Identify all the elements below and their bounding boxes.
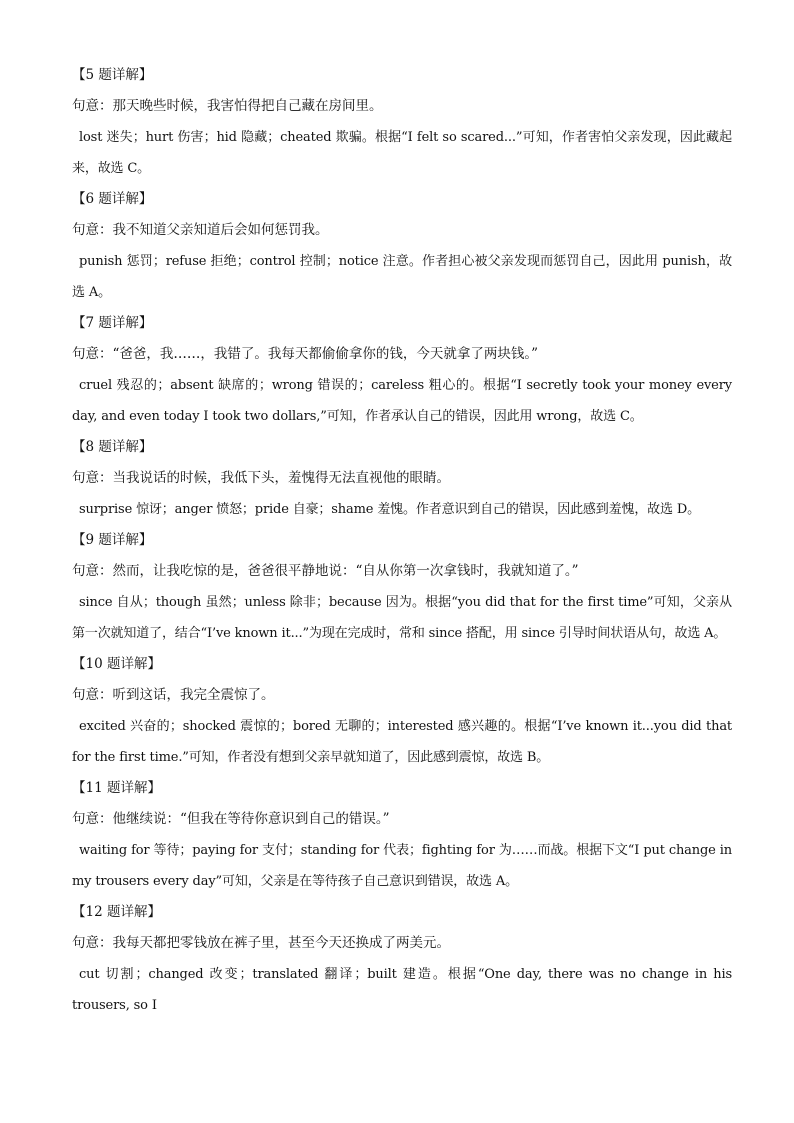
answer-explanation: cruel 残忍的；absent 缺席的；wrong 错误的；careless 粗心的。根据“I secretly took your money every day, and even today I took two dollars,”可知，作者承认自己的错误，因此用 wrong，故选 C。 [72, 378, 732, 424]
answer-explanation: waiting for 等待；paying for 支付；standing for 代表；fighting for 为……而战。根据下文“I put change in my trousers every day”可知，父亲是在等待孩子自己意识到错误，故选 A。 [72, 843, 732, 889]
sentence-translation: 句意：我每天都把零钱放在裤子里，甚至今天还换成了两美元。 [72, 935, 450, 951]
answer-section-9 [72, 525, 732, 649]
sentence-translation: 句意：我不知道父亲知道后会如何惩罚我。 [72, 222, 329, 238]
sentence-translation: 句意：他继续说：“但我在等待你意识到自己的错误。” [72, 811, 390, 827]
document-page [72, 60, 732, 1021]
section-heading: 【11 题详解】 [72, 780, 161, 796]
sentence-translation: 句意：当我说话的时候，我低下头，羞愧得无法直视他的眼睛。 [72, 470, 450, 486]
section-heading: 【6 题详解】 [72, 191, 153, 207]
sentence-translation: 句意：“爸爸，我……，我错了。我每天都偷偷拿你的钱，今天就拿了两块钱。” [72, 346, 539, 362]
section-heading: 【9 题详解】 [72, 532, 153, 548]
answer-section-6 [72, 184, 732, 308]
section-heading: 【12 题详解】 [72, 904, 161, 920]
answer-section-11 [72, 773, 732, 897]
answer-explanation: lost 迷失；hurt 伤害；hid 隐藏；cheated 欺骗。根据“I felt so scared...”可知，作者害怕父亲发现，因此藏起来，故选 C。 [72, 130, 732, 176]
answer-section-12 [72, 897, 732, 1021]
answer-explanation: since 自从；though 虽然；unless 除非；because 因为。根据“you did that for the first time”可知，父亲从第一次就知道了，结合“I’ve known it...”为现在完成时，常和 since 搭配，用 since 引导时间状语从句，故选 A。 [72, 595, 732, 641]
section-heading: 【10 题详解】 [72, 656, 161, 672]
section-heading: 【8 题详解】 [72, 439, 153, 455]
sentence-translation: 句意：那天晚些时候，我害怕得把自己藏在房间里。 [72, 98, 383, 114]
sentence-translation: 句意：听到这话，我完全震惊了。 [72, 687, 275, 703]
answer-section-10 [72, 649, 732, 773]
section-heading: 【7 题详解】 [72, 315, 153, 331]
answer-section-8 [72, 432, 732, 525]
section-heading: 【5 题详解】 [72, 67, 153, 83]
answer-explanation: excited 兴奋的；shocked 震惊的；bored 无聊的；interested 感兴趣的。根据“I’ve known it...you did that for the first time.”可知，作者没有想到父亲早就知道了，因此感到震惊，故选 B。 [72, 719, 732, 765]
answer-section-7 [72, 308, 732, 432]
answer-section-5 [72, 60, 732, 184]
sentence-translation: 句意：然而，让我吃惊的是，爸爸很平静地说：“自从你第一次拿钱时，我就知道了。” [72, 563, 579, 579]
answer-explanation: punish 惩罚；refuse 拒绝；control 控制；notice 注意。作者担心被父亲发现而惩罚自己，因此用 punish，故选 A。 [72, 254, 732, 300]
answer-explanation: cut 切割；changed 改变；translated 翻译；built 建造。根据“One day, there was no change in his trousers, so I [72, 967, 732, 1013]
answer-explanation: surprise 惊讶；anger 愤怒；pride 自豪；shame 羞愧。作者意识到自己的错误，因此感到羞愧，故选 D。 [79, 502, 700, 517]
